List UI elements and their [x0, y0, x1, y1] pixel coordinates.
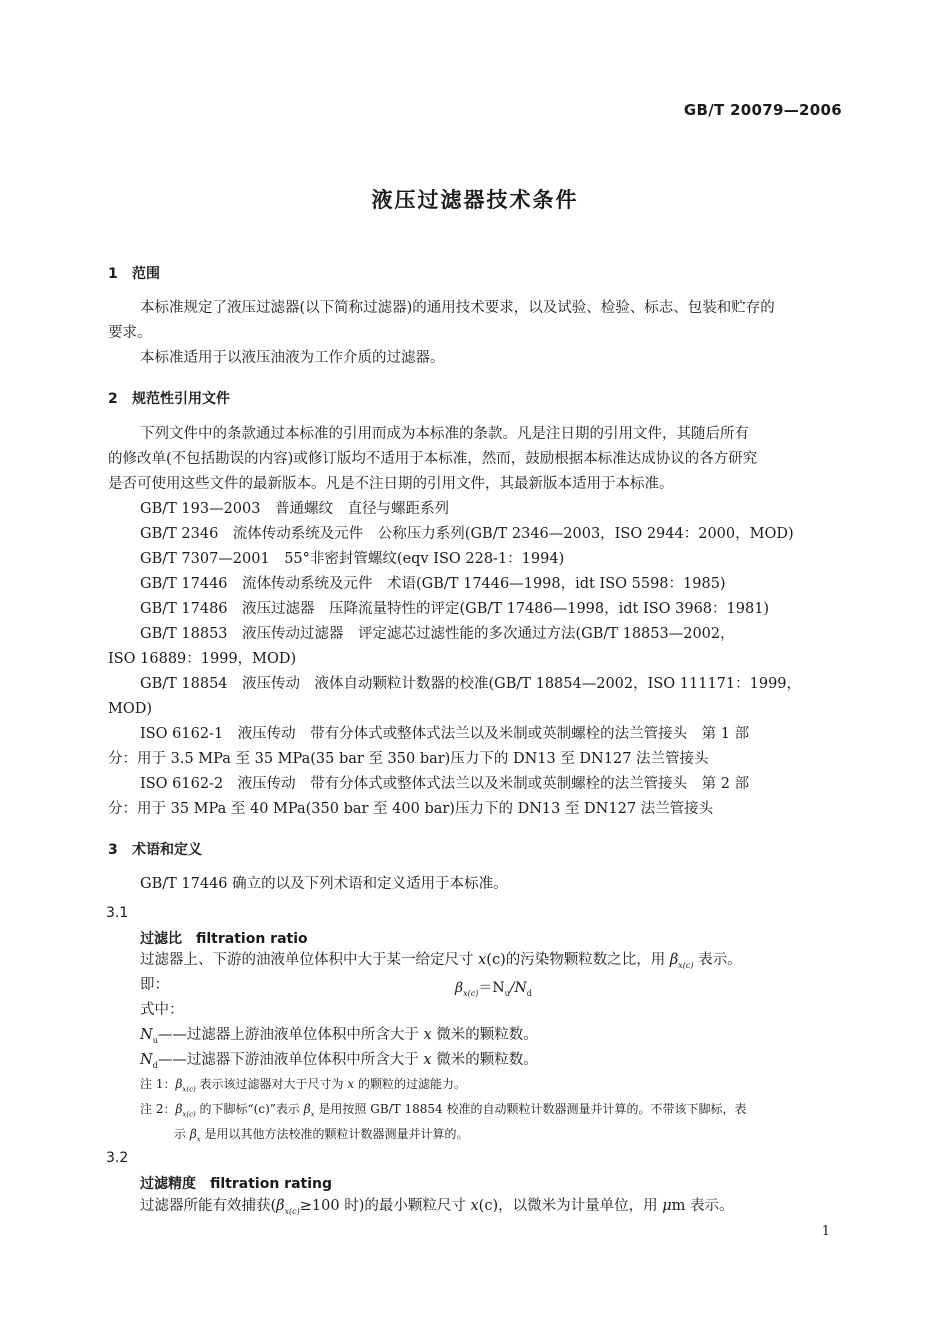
- section-2-heading: [108, 388, 230, 408]
- beta-symbol: β: [276, 1198, 285, 1214]
- subscript: x(c): [284, 1206, 300, 1216]
- text: ——过滤器下游油液单位体积中所含大于: [157, 1052, 424, 1068]
- subscript: x(c): [182, 1110, 196, 1119]
- page-number: 1: [821, 1224, 830, 1239]
- text-line: 下列文件中的条款通过本标准的引用而成为本标准的条款。凡是注日期的引用文件，其随后所有: [140, 426, 749, 442]
- text: 过滤器上、下游的油液单位体积中大于某一给定尺寸: [140, 952, 479, 968]
- text-line: 是否可使用这些文件的最新版本。凡是不注日期的引用文件，其最新版本适用于本标准。: [108, 476, 674, 492]
- text: 的下脚标“(c)”表示: [195, 1102, 304, 1116]
- text: (c)的污染物颗粒数之比，用: [486, 952, 670, 968]
- section-3-intro: GB/T 17446 确立的以及下列术语和定义适用于本标准。: [140, 876, 508, 892]
- text: 微米的颗粒数。: [431, 1027, 538, 1043]
- subscript: x: [310, 1110, 315, 1119]
- reference-item-continued: ISO 16889：1999，MOD): [108, 651, 297, 667]
- text-line: 本标准规定了液压过滤器(以下简称过滤器)的通用技术要求，以及试验、检验、标志、包装和贮存的: [140, 300, 775, 316]
- subscript: x(c): [678, 960, 694, 970]
- section-2-intro: [108, 422, 842, 497]
- subscript: d: [526, 988, 532, 998]
- text: ≥100 时)的最小颗粒尺寸: [299, 1198, 471, 1214]
- reference-item: GB/T 193—2003 普通螺纹 直径与螺距系列: [140, 501, 449, 517]
- reference-item: ISO 6162-1 液压传动 带有分体式或整体式法兰以及米制或英制螺栓的法兰管接头 第 1 部: [140, 726, 750, 742]
- text: ＝N: [478, 980, 505, 996]
- text: ——过滤器上游油液单位体积中所含大于: [157, 1027, 424, 1043]
- section-1-paragraph-1: [108, 296, 842, 346]
- section-1-heading: [108, 263, 160, 283]
- note-2: [140, 1098, 747, 1125]
- section-number: 1: [108, 266, 118, 282]
- text: 微米的颗粒数。: [431, 1052, 538, 1068]
- subscript: x(c): [463, 988, 479, 998]
- section-title: 术语和定义: [132, 842, 202, 858]
- reference-list: [108, 497, 842, 822]
- section-1-paragraph-2: 本标准适用于以液压油液为工作介质的过滤器。: [140, 350, 445, 366]
- section-title: 规范性引用文件: [132, 391, 230, 407]
- beta-symbol: β: [303, 1102, 311, 1116]
- text: 示: [174, 1127, 190, 1141]
- var-x: x: [478, 952, 487, 968]
- note-1: [140, 1073, 466, 1100]
- subscript: x(c): [182, 1085, 196, 1094]
- text: /N: [509, 980, 527, 996]
- term-filtration-rating: 过滤精度 filtration rating: [140, 1176, 333, 1192]
- reference-item: GB/T 18853 液压传动过滤器 评定滤芯过滤性能的多次通过方法(GB/T 18853—2002，: [140, 626, 735, 642]
- text: (c)，以微米为计量单位，用: [478, 1198, 663, 1214]
- where-label: 式中：: [140, 1002, 184, 1018]
- text: 是用按照 GB/T 18854 校准的自动颗粒计数器测量并计算的。不带该下脚标，表: [314, 1102, 747, 1116]
- note-2-continued: [174, 1125, 469, 1143]
- reference-item: GB/T 2346 流体传动系统及元件 公称压力系列(GB/T 2346—2003，ISO 2944：2000，MOD): [140, 526, 794, 542]
- reference-item: ISO 6162-2 液压传动 带有分体式或整体式法兰以及米制或英制螺栓的法兰管接头 第 2 部: [140, 776, 750, 792]
- standard-number: GB/T 20079—2006: [683, 101, 842, 119]
- var-N: N: [140, 1052, 153, 1068]
- text: 表示。: [693, 952, 742, 968]
- var-N: N: [140, 1027, 153, 1043]
- reference-item-continued: 分：用于 35 MPa 至 40 MPa(350 bar 至 400 bar)压力下的 DN13 至 DN127 法兰管接头: [108, 801, 714, 817]
- ji-label: 即：: [140, 977, 169, 993]
- reference-item: GB/T 7307—2001 55°非密封管螺纹(eqv ISO 228-1：1994): [140, 551, 565, 567]
- note-label: 注 2：: [140, 1102, 176, 1116]
- subsection-3-1-number: 3.1: [106, 905, 129, 921]
- reference-item: GB/T 18854 液压传动 液体自动颗粒计数器的校准(GB/T 18854—2002，ISO 111171：1999，: [140, 676, 802, 692]
- var-x: x: [423, 1027, 432, 1043]
- beta-symbol: β: [189, 1127, 197, 1141]
- text: 过滤器所能有效捕获(: [140, 1198, 277, 1214]
- section-3-heading: [108, 839, 202, 859]
- beta-symbol: β: [175, 1077, 183, 1091]
- term-filtration-ratio: 过滤比 filtration ratio: [140, 931, 308, 947]
- section-title: 范围: [132, 266, 160, 282]
- formula-beta: [455, 977, 532, 998]
- beta-symbol: β: [175, 1102, 183, 1116]
- mu-symbol: μ: [662, 1198, 672, 1214]
- reference-item: GB/T 17486 液压过滤器 压降流量特性的评定(GB/T 17486—1998，idt ISO 3968：1981): [140, 601, 770, 617]
- text: 是用以其他方法校准的颗粒计数器测量并计算的。: [200, 1127, 469, 1141]
- var-x: x: [347, 1077, 355, 1091]
- text-line: 的修改单(不包括勘误的内容)或修订版均不适用于本标准，然而，鼓励根据本标准达成协议的各方研究: [108, 451, 758, 467]
- document-title: 液压过滤器技术条件: [371, 188, 579, 212]
- text: 的颗粒的过滤能力。: [354, 1077, 466, 1091]
- beta-symbol: β: [455, 980, 464, 996]
- var-x: x: [470, 1198, 479, 1214]
- text: 表示该过滤器对大于尺寸为: [195, 1077, 348, 1091]
- subscript: x: [196, 1135, 201, 1144]
- note-label: 注 1：: [140, 1077, 176, 1091]
- section-number: 3: [108, 842, 118, 858]
- beta-symbol: β: [669, 952, 679, 968]
- subscript: d: [152, 1060, 158, 1070]
- reference-item-continued: 分：用于 3.5 MPa 至 35 MPa(35 bar 至 350 bar)压力下的 DN13 至 DN127 法兰管接头: [108, 751, 709, 767]
- subsection-3-2-number: 3.2: [106, 1150, 129, 1166]
- reference-item: GB/T 17446 流体传动系统及元件 术语(GB/T 17446—1998，idt ISO 5598：1985): [140, 576, 726, 592]
- reference-item-continued: MOD): [108, 701, 153, 717]
- definition-filtration-rating: [140, 1194, 734, 1224]
- section-number: 2: [108, 391, 118, 407]
- subscript: u: [504, 988, 510, 998]
- subscript: u: [152, 1035, 158, 1045]
- var-x: x: [423, 1052, 432, 1068]
- text-line: 要求。: [108, 325, 152, 341]
- definition-filtration-ratio: [140, 948, 742, 978]
- text: m 表示。: [671, 1198, 734, 1214]
